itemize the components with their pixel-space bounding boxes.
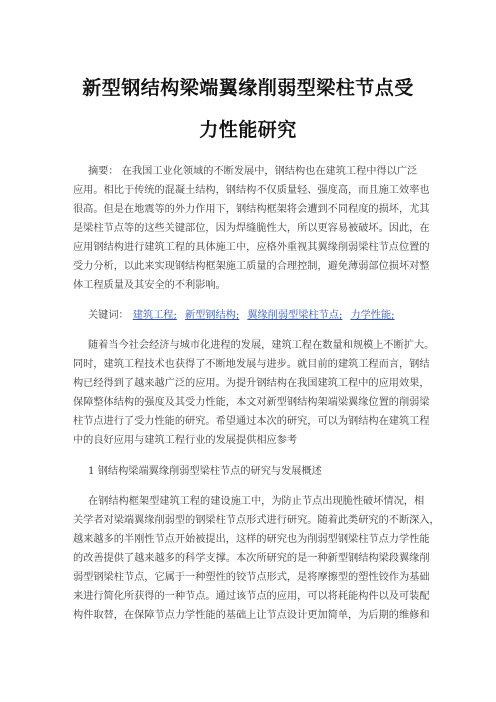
abstract-line: 受力分析，以此来实现钢结构框架施工质量的合理控制，避免薄弱部位损坏对整 <box>73 261 430 272</box>
section-line: 弱型钢梁柱节点，它属于一种塑性的铰节点形式，是将摩擦型的塑性铰作为基础 <box>73 572 430 583</box>
abstract-line: 很高。但是在地震等的外力作用下，钢结构框架将会遭到不同程度的损坏，尤其 <box>73 204 430 215</box>
document-title-line-1: 新型钢结构梁端翼缘削弱型梁柱节点受 <box>82 77 414 99</box>
section-line: 关学者对梁端翼缘削弱型的钢梁柱节点形式进行研究。随着此类研究的不断深入， <box>73 515 440 526</box>
abstract-line: 摘要： 在我国工业化领域的不断发展中，钢结构也在建筑工程中得以广泛 <box>88 166 418 177</box>
abstract-line: 应用。相比于传统的混凝土结构，钢结构不仅质量轻、强度高，而且施工效率也 <box>73 185 430 196</box>
intro-line: 柱节点进行了受力性能的研究。希望通过本次的研究，可以为钢结构在建筑工程 <box>73 416 430 427</box>
keyword-link[interactable]: 新型钢结构; <box>184 310 240 321</box>
abstract-line: 是梁柱节点等的这些关键部位，因为焊缝脆性大，所以更容易被破坏。因此，在 <box>73 223 430 234</box>
section-line: 在钢结构框架型建筑工程的建设施工中，为防止节点出现脆性破坏情况，相 <box>88 496 425 507</box>
keyword-link[interactable]: 翼缘削弱型梁柱节点; <box>247 310 343 321</box>
intro-line: 同时，建筑工程技术也获得了不断地发展与进步。就目前的建筑工程而言，钢结 <box>73 359 430 370</box>
section-heading: 1 钢结构梁端翼缘削弱型梁柱节点的研究与发展概述 <box>88 466 322 477</box>
keyword-link[interactable]: 建筑工程; <box>132 310 177 321</box>
intro-line: 随着当今社会经济与城市化进程的发展，建筑工程在数量和规模上不断扩大。 <box>88 340 435 351</box>
section-line: 越来越多的半刚性节点开始被提出，这样的研究也为削弱型钢梁柱节点力学性能 <box>73 534 430 545</box>
abstract-line: 应用钢结构进行建筑工程的具体施工中，应格外重视其翼缘削弱梁柱节点位置的 <box>73 242 430 253</box>
keywords-row <box>88 309 399 323</box>
section-line: 来进行简化所获得的一种节点。通过该节点的应用，可以将耗能构件以及可装配 <box>73 591 430 602</box>
section-line: 构件取替，在保障节点力学性能的基础上让节点设计更加简单，为后期的维修和 <box>73 610 430 621</box>
abstract-line: 体工程质量及其安全的不利影响。 <box>73 280 226 291</box>
document-title-line-2: 力性能研究 <box>199 119 297 141</box>
intro-line: 保障整体结构的强度及其受力性能，本文对新型钢结构架端梁翼缘位置的削弱梁 <box>73 397 430 408</box>
keyword-link[interactable]: 力学性能; <box>350 310 395 321</box>
intro-line: 中的良好应用与建筑工程行业的发展提供相应参考 <box>73 435 298 446</box>
keywords-label: 关键词： <box>88 310 129 321</box>
section-line: 的改善提供了越来越多的科学支撑。本次所研究的是一种新型钢结构梁段翼缘削 <box>73 553 430 564</box>
intro-line: 构已经得到了越来越广泛的应用。为提升钢结构在我国建筑工程中的应用效果， <box>73 378 430 389</box>
